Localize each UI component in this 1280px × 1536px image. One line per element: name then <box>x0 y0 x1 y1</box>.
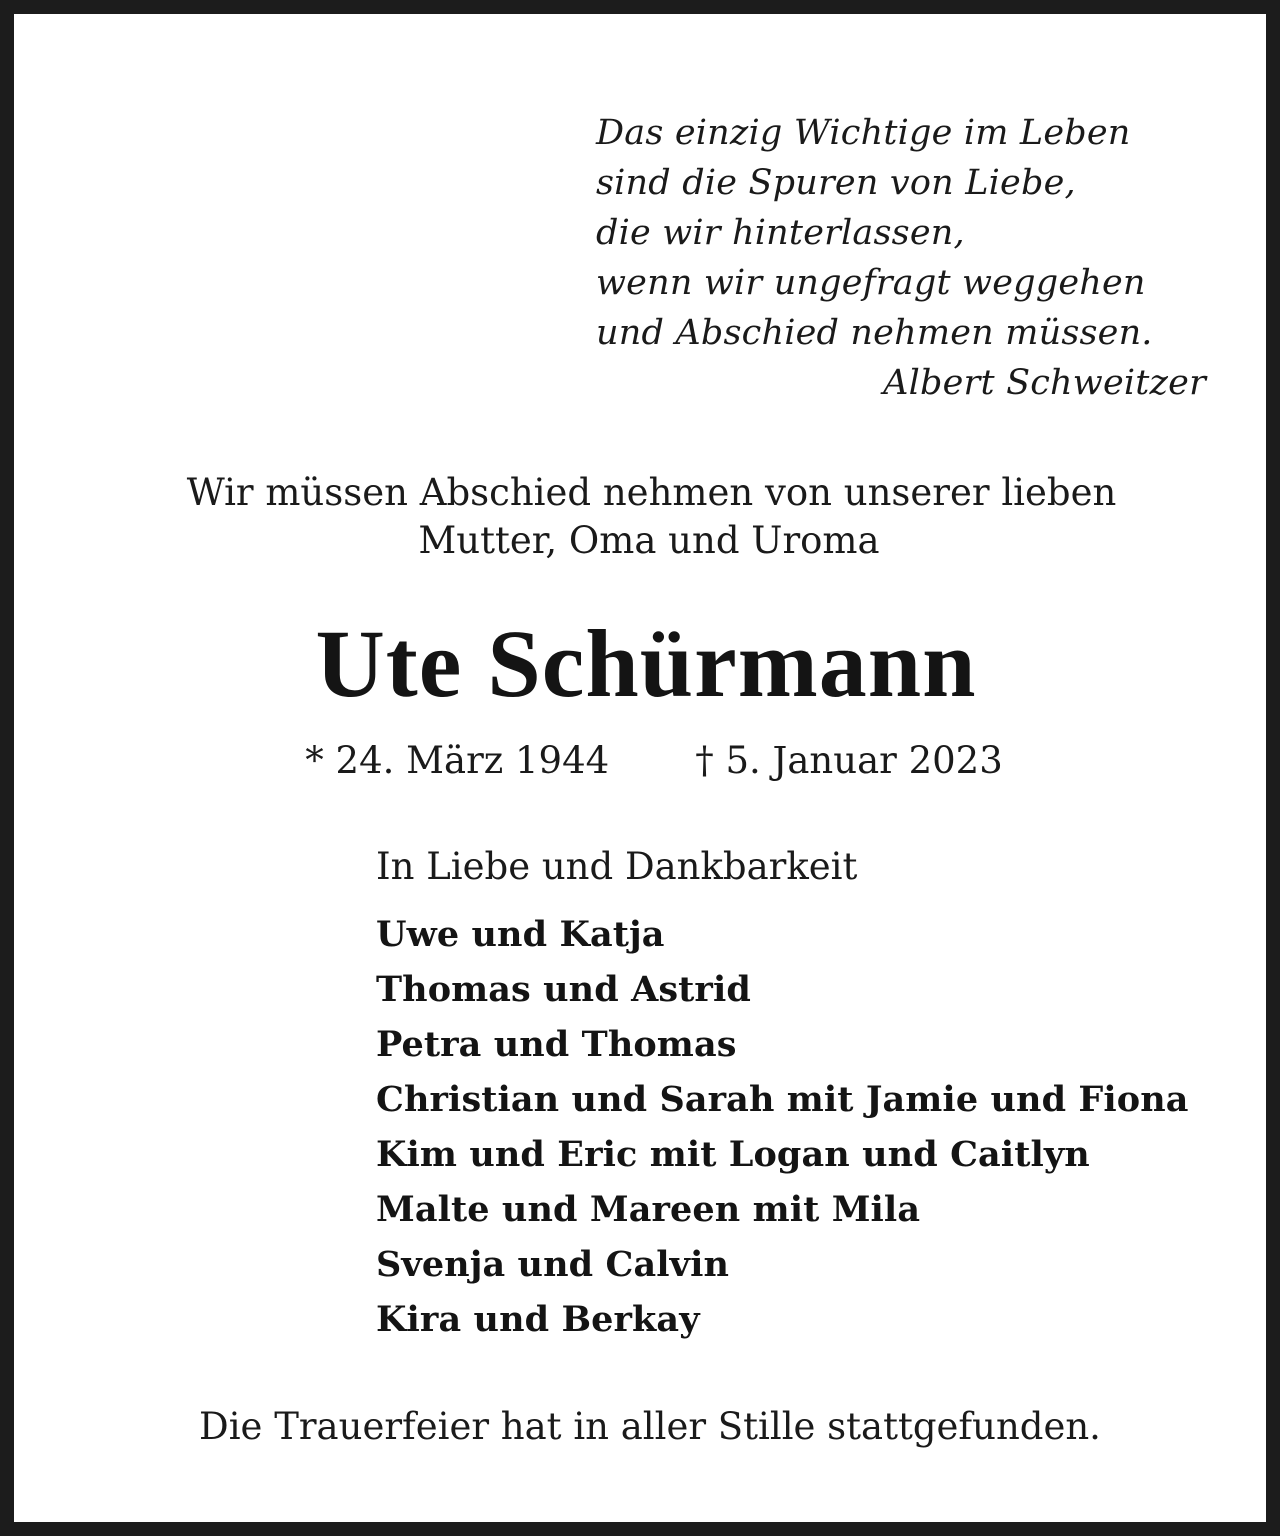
death-date: † 5. Januar 2023 <box>695 739 1003 782</box>
intro-line-2: Mutter, Oma und Uroma <box>418 519 880 562</box>
family-member: Christian und Sarah mit Jamie und Fiona <box>376 1079 1189 1120</box>
family-member: Malte und Mareen mit Mila <box>376 1189 921 1230</box>
family-list <box>376 907 1189 1347</box>
quote-line: und Abschied nehmen müssen. <box>596 313 1153 353</box>
family-member: Petra und Thomas <box>376 1024 737 1065</box>
funeral-note: Die Trauerfeier hat in aller Stille stattgefunden. <box>199 1405 1101 1448</box>
family-member: Svenja und Calvin <box>376 1244 730 1285</box>
thanks-line: In Liebe und Dankbarkeit <box>376 845 858 888</box>
quote-line: Das einzig Wichtige im Leben <box>596 113 1131 153</box>
quote-line: die wir hinterlassen, <box>596 213 965 253</box>
life-dates <box>14 736 1280 786</box>
intro-text <box>14 469 1280 565</box>
family-member: Kim und Eric mit Logan und Caitlyn <box>376 1134 1090 1175</box>
quote-line: sind die Spuren von Liebe, <box>596 163 1076 203</box>
quote-line: wenn wir ungefragt weggehen <box>596 263 1146 303</box>
quote-author: Albert Schweitzer <box>883 363 1206 403</box>
birth-date: * 24. März 1944 <box>305 739 610 782</box>
quote-block <box>596 108 1216 408</box>
family-member: Kira und Berkay <box>376 1299 700 1340</box>
intro-line-1: Wir müssen Abschied nehmen von unserer lieben <box>186 471 1117 514</box>
family-member: Uwe und Katja <box>376 914 665 955</box>
family-member: Thomas und Astrid <box>376 969 751 1010</box>
deceased-name: Ute Schürmann <box>315 610 977 717</box>
